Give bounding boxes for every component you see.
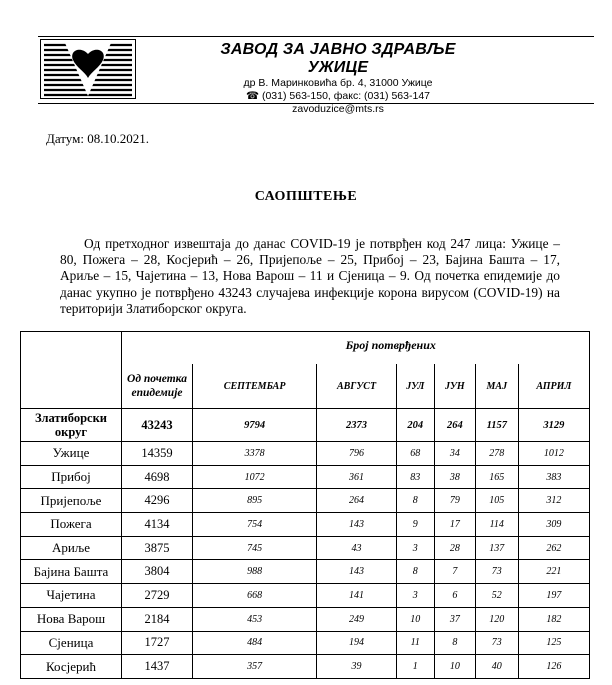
letterhead: [38, 36, 594, 115]
org-name: ЗАВОД ЗА ЈАВНО ЗДРАВЉЕ УЖИЦЕ: [220, 41, 456, 76]
cell-value: 309: [518, 513, 589, 537]
table-row: [21, 489, 590, 513]
table-row: [21, 607, 590, 631]
institute-logo: [40, 39, 136, 99]
col-header-april: АПРИЛ: [518, 364, 589, 409]
cell-value: 3875: [122, 536, 193, 560]
table-row: [21, 631, 590, 655]
cell-value: 249: [317, 607, 397, 631]
cell-value: 125: [518, 631, 589, 655]
cell-value: 11: [396, 631, 434, 655]
cell-value: 79: [434, 489, 475, 513]
table-row: [21, 655, 590, 679]
row-name: Пријепоље: [21, 489, 122, 513]
cell-value: 6: [434, 584, 475, 608]
cell-value: 988: [193, 560, 317, 584]
cell-value: 105: [475, 489, 518, 513]
cell-value: 895: [193, 489, 317, 513]
cell-value: 3804: [122, 560, 193, 584]
cell-value: 52: [475, 584, 518, 608]
letterhead-text: [188, 41, 488, 116]
cell-value: 745: [193, 536, 317, 560]
cell-value: 39: [317, 655, 397, 679]
group-header: Број потврђених: [193, 332, 590, 365]
col-header-july: ЈУЛ: [396, 364, 434, 409]
col-header-september: СЕПТЕМБАР: [193, 364, 317, 409]
cell-value: 37: [434, 607, 475, 631]
cell-value: 10: [434, 655, 475, 679]
cell-value: 264: [317, 489, 397, 513]
table-group-header-row: [21, 332, 590, 365]
row-name: Ужице: [21, 442, 122, 466]
cell-value: 1437: [122, 655, 193, 679]
cell-value: 28: [434, 536, 475, 560]
cell-value: 4698: [122, 465, 193, 489]
col-header-august: АВГУСТ: [317, 364, 397, 409]
org-phone: ☎ (031) 563-150, факс: (031) 563-147: [245, 90, 431, 102]
table-row: [21, 584, 590, 608]
cell-value: 17: [434, 513, 475, 537]
row-name: Пожега: [21, 513, 122, 537]
cell-value: 120: [475, 607, 518, 631]
org-address: др В. Маринковића бр. 4, 31000 Ужице: [243, 77, 433, 89]
cell-value: 278: [475, 442, 518, 466]
row-name: Сјеница: [21, 631, 122, 655]
row-name: Бајина Башта: [21, 560, 122, 584]
table-row: [21, 513, 590, 537]
cell-value: 1072: [193, 465, 317, 489]
cell-value: 43243: [122, 409, 193, 442]
cell-value: 262: [518, 536, 589, 560]
cell-value: 73: [475, 560, 518, 584]
table-row: [21, 560, 590, 584]
document-date: Датум: 08.10.2021.: [46, 131, 149, 146]
row-name: Чајетина: [21, 584, 122, 608]
cell-value: 165: [475, 465, 518, 489]
table-first-column-spacer: [122, 332, 193, 365]
cell-value: 1157: [475, 409, 518, 442]
cell-value: 10: [396, 607, 434, 631]
row-name: Златиборски округ: [21, 409, 122, 442]
cell-value: 264: [434, 409, 475, 442]
document-title: САОПШТЕЊЕ: [254, 189, 358, 204]
row-name: Ариље: [21, 536, 122, 560]
cell-value: 8: [396, 489, 434, 513]
cell-value: 3129: [518, 409, 589, 442]
cell-value: 8: [396, 560, 434, 584]
cell-value: 796: [317, 442, 397, 466]
cell-value: 1: [396, 655, 434, 679]
cell-value: 34: [434, 442, 475, 466]
cell-value: 38: [434, 465, 475, 489]
statistics-table: [20, 331, 590, 679]
cell-value: 3: [396, 536, 434, 560]
cell-value: 197: [518, 584, 589, 608]
cell-value: 126: [518, 655, 589, 679]
logo-graphic: [41, 40, 135, 98]
cell-value: 43: [317, 536, 397, 560]
cell-value: 194: [317, 631, 397, 655]
cell-value: 4134: [122, 513, 193, 537]
body-paragraph: Од претходног извештаја до данас COVID-19 је потврђен код 247 лица: Ужице – 80, Пожега – 28, Косјерић – 26, Пријепоље – 25, Прибој – 23, Бајина Башта – 17, Ариље – 15, Чајетина – 13, Нова Варош – 11 и Сјеница – 9. Од почетка епидемије до данас укупно је потврђено 43243 случајева инфекције корона вирусом (COVID-19) на територији Златиборског округа.: [60, 236, 560, 316]
cell-value: 68: [396, 442, 434, 466]
cell-value: 312: [518, 489, 589, 513]
table-row: [21, 536, 590, 560]
table-row: [21, 442, 590, 466]
row-name: Прибој: [21, 465, 122, 489]
cell-value: 9794: [193, 409, 317, 442]
cell-value: 182: [518, 607, 589, 631]
cell-value: 114: [475, 513, 518, 537]
table-row: [21, 465, 590, 489]
cell-value: 73: [475, 631, 518, 655]
table-corner-cell: [21, 332, 122, 409]
cell-value: 1727: [122, 631, 193, 655]
cell-value: 484: [193, 631, 317, 655]
cell-value: 7: [434, 560, 475, 584]
cell-value: 2729: [122, 584, 193, 608]
row-name: Нова Варош: [21, 607, 122, 631]
cell-value: 361: [317, 465, 397, 489]
cell-value: 3: [396, 584, 434, 608]
cell-value: 40: [475, 655, 518, 679]
cell-value: 2373: [317, 409, 397, 442]
cell-value: 141: [317, 584, 397, 608]
col-header-since-start: Од почетка епидемије: [122, 364, 193, 409]
cell-value: 1012: [518, 442, 589, 466]
cell-value: 221: [518, 560, 589, 584]
cell-value: 137: [475, 536, 518, 560]
org-email: zavoduzice@mts.rs: [292, 103, 384, 115]
col-header-may: МАЈ: [475, 364, 518, 409]
cell-value: 83: [396, 465, 434, 489]
cell-value: 357: [193, 655, 317, 679]
cell-value: 4296: [122, 489, 193, 513]
cell-value: 453: [193, 607, 317, 631]
cell-value: 754: [193, 513, 317, 537]
table-total-row: [21, 409, 590, 442]
cell-value: 8: [434, 631, 475, 655]
cell-value: 2184: [122, 607, 193, 631]
cell-value: 204: [396, 409, 434, 442]
col-header-june: ЈУН: [434, 364, 475, 409]
cell-value: 9: [396, 513, 434, 537]
cell-value: 143: [317, 513, 397, 537]
cell-value: 668: [193, 584, 317, 608]
cell-value: 143: [317, 560, 397, 584]
cell-value: 14359: [122, 442, 193, 466]
cell-value: 383: [518, 465, 589, 489]
row-name: Косјерић: [21, 655, 122, 679]
cell-value: 3378: [193, 442, 317, 466]
